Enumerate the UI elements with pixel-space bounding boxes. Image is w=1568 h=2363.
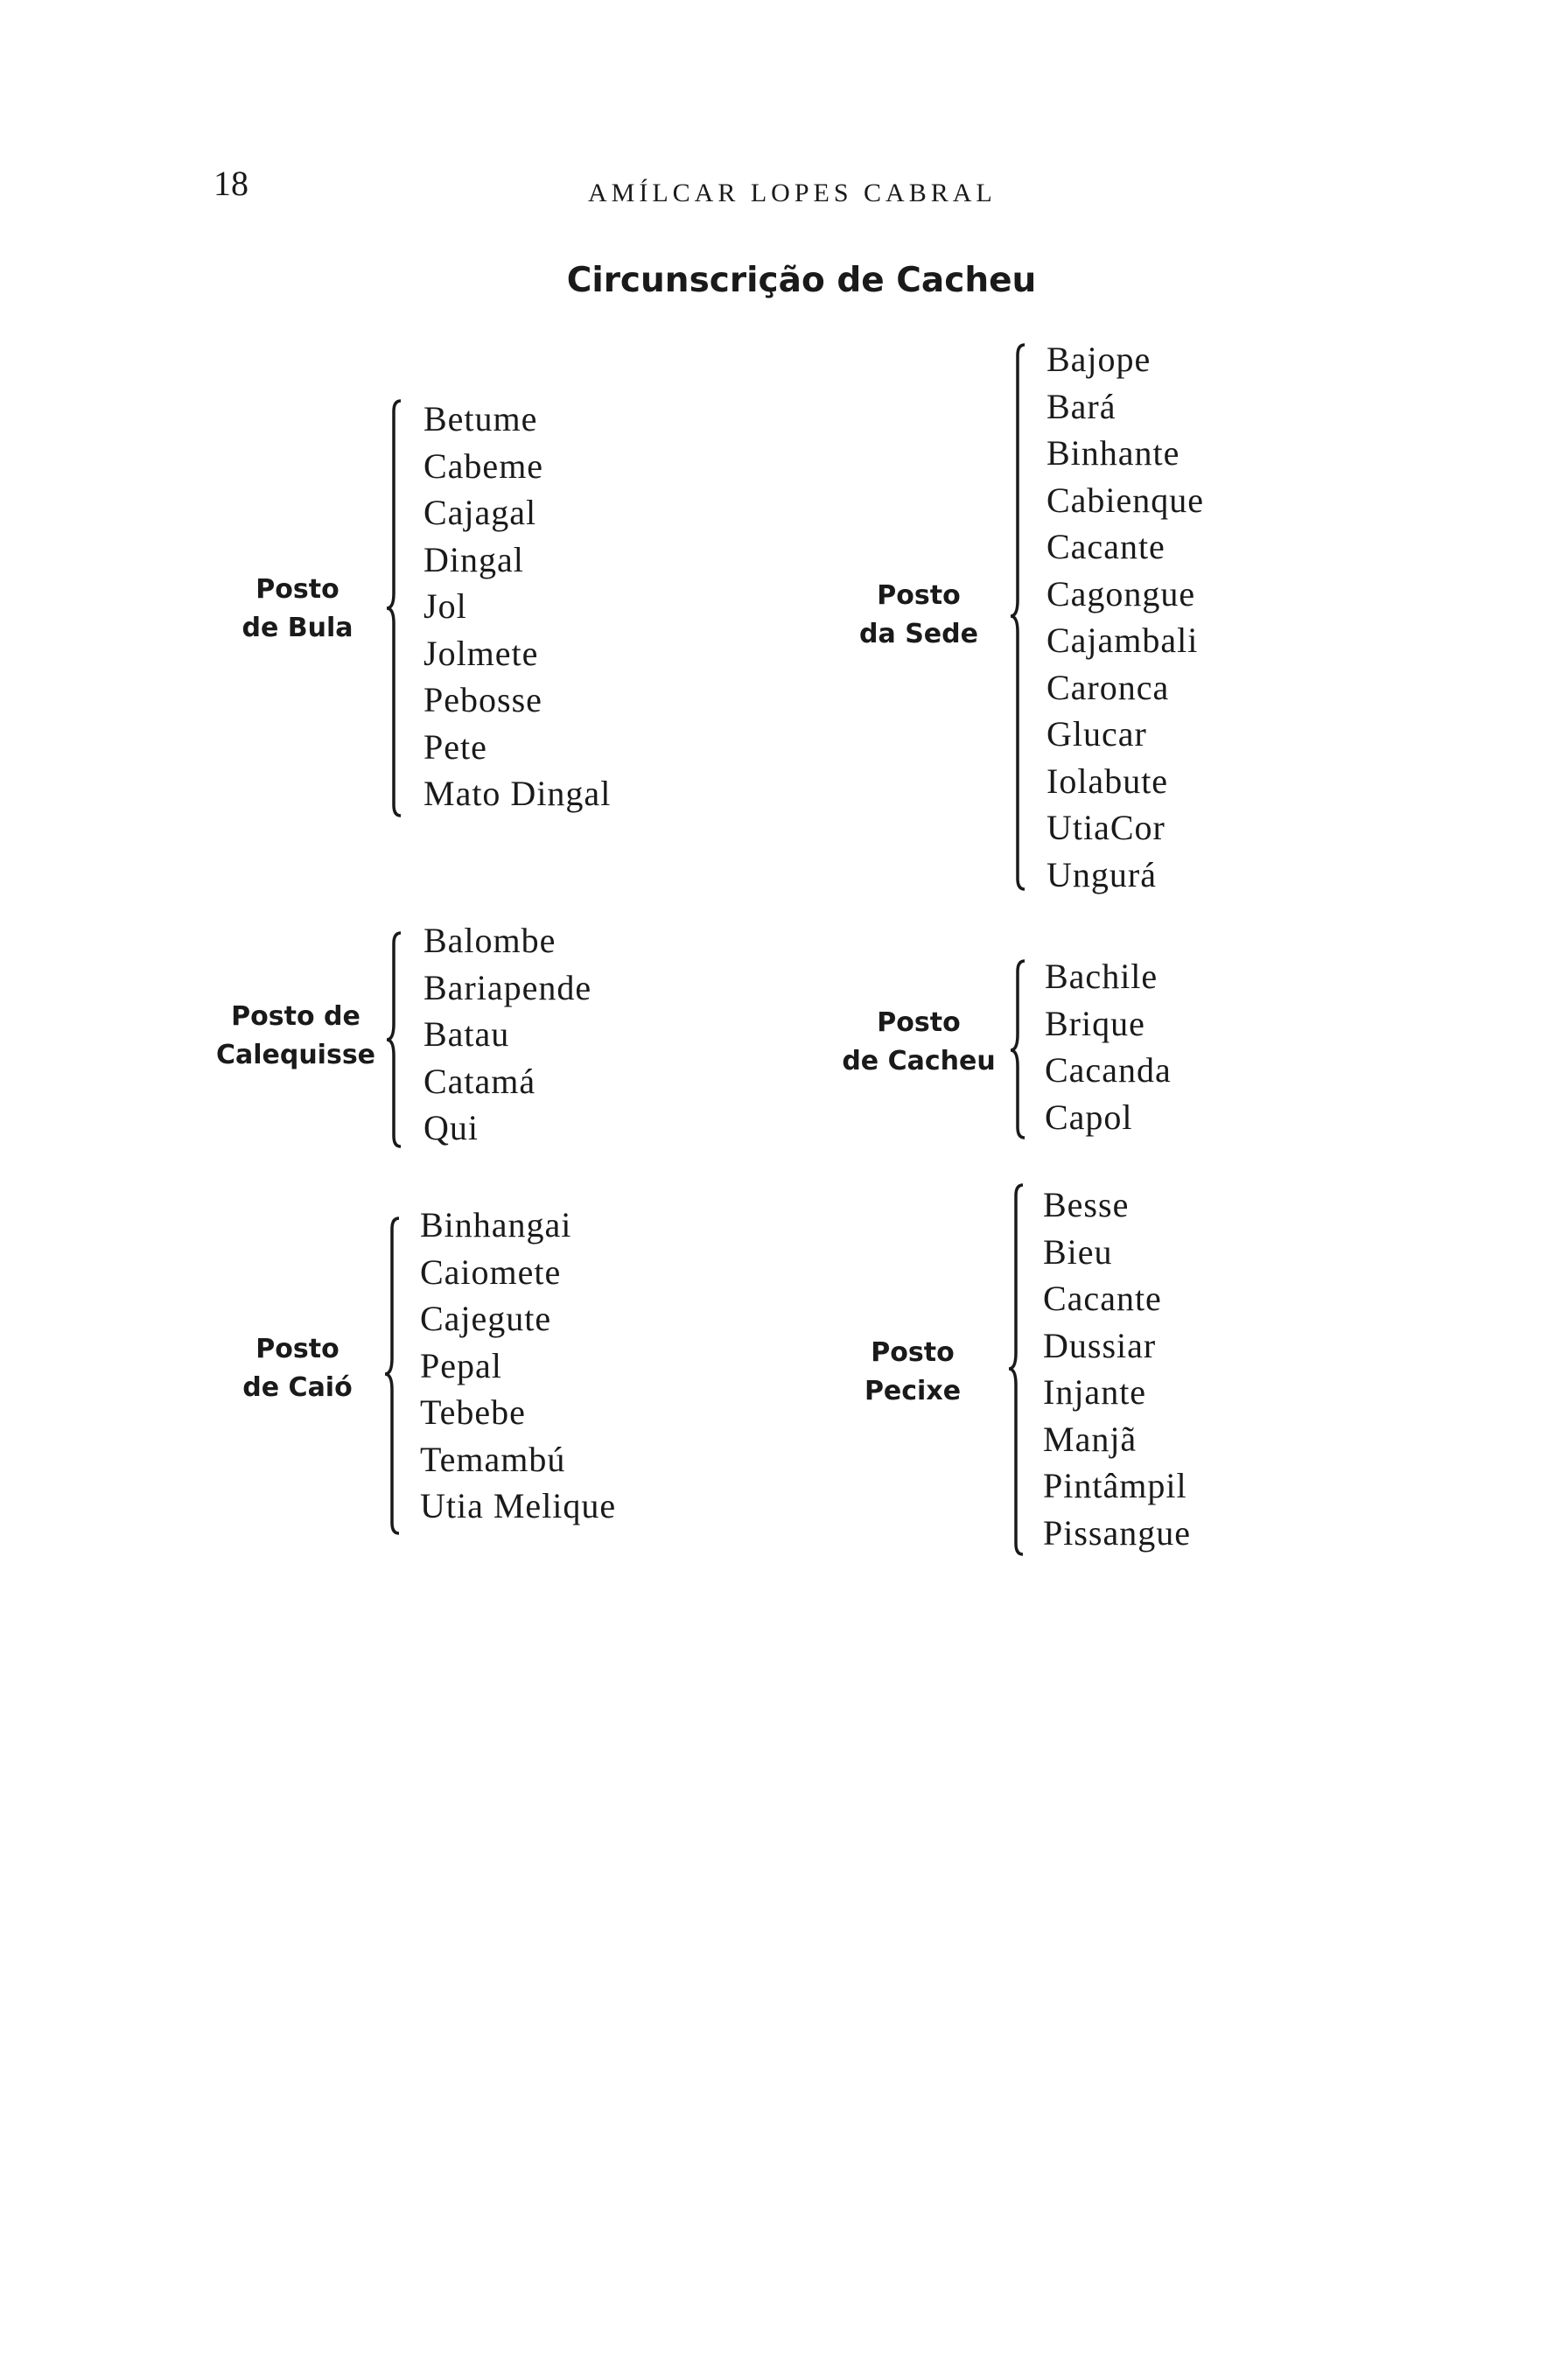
- list-item: Binhante: [1046, 433, 1180, 473]
- list-item: Jolmete: [424, 633, 539, 673]
- list-item: Bariapende: [424, 967, 592, 1007]
- group-label-line: Posto: [877, 1007, 961, 1038]
- list-item: Cabienque: [1046, 480, 1205, 520]
- list-item: Cajagal: [424, 493, 537, 532]
- list-item: Cacante: [1046, 527, 1166, 566]
- list-item: Cagongue: [1046, 573, 1196, 614]
- list-item: UtiaCor: [1046, 808, 1166, 847]
- village-list: [1045, 953, 1172, 1140]
- group-label-line: Posto: [256, 1334, 340, 1364]
- village-list: [420, 1202, 616, 1530]
- group-label-line: Posto: [871, 1337, 955, 1368]
- village-list: [1046, 336, 1204, 898]
- list-item: Pintâmpil: [1043, 1466, 1187, 1505]
- village-list: [424, 917, 592, 1152]
- list-item: Catamá: [424, 1061, 536, 1101]
- list-item: Bieu: [1043, 1231, 1113, 1272]
- group-label: [219, 571, 376, 648]
- list-item: Utia Melique: [420, 1486, 617, 1525]
- village-list: [424, 396, 611, 817]
- group-label: [827, 1004, 1011, 1081]
- list-item: Pissangue: [1043, 1512, 1191, 1553]
- list-item: Caiomete: [420, 1252, 562, 1292]
- list-item: Mato Dingal: [424, 774, 612, 813]
- list-item: Cajegute: [420, 1299, 552, 1338]
- list-item: Bajope: [1046, 340, 1152, 379]
- list-item: Qui: [424, 1108, 479, 1147]
- section-title: Circunscrição de Cacheu: [566, 261, 1037, 300]
- group-label-line: Calequisse: [215, 1040, 376, 1070]
- group-label-line: Posto: [877, 580, 961, 611]
- list-item: Brique: [1045, 1003, 1145, 1043]
- list-item: Binhangai: [420, 1205, 572, 1245]
- list-item: Capol: [1045, 1097, 1133, 1137]
- group-label-line: da Sede: [859, 619, 978, 649]
- list-item: Cacante: [1043, 1279, 1162, 1318]
- list-item: Pebosse: [424, 680, 542, 719]
- list-item: Jol: [424, 586, 467, 626]
- list-item: Dussiar: [1043, 1325, 1157, 1365]
- group-label-line: de Bula: [242, 613, 354, 643]
- list-item: Cajambali: [1046, 621, 1199, 660]
- list-item: Batau: [424, 1014, 510, 1054]
- group-label-line: Posto: [256, 574, 340, 605]
- list-item: Betume: [424, 399, 538, 438]
- list-item: Manjã: [1043, 1419, 1138, 1459]
- list-item: Injante: [1043, 1372, 1147, 1412]
- curly-brace-icon: [387, 394, 413, 823]
- list-item: Ungurá: [1046, 854, 1157, 894]
- list-item: Caronca: [1046, 667, 1170, 707]
- group-label: [206, 998, 385, 1075]
- group-label: [827, 577, 1011, 654]
- curly-brace-icon: [1011, 954, 1037, 1148]
- curly-brace-icon: [1009, 1178, 1035, 1563]
- list-item: Balombe: [424, 921, 556, 960]
- page-number: 18: [214, 164, 248, 203]
- list-item: Pepal: [420, 1345, 502, 1385]
- list-item: Iolabute: [1046, 761, 1169, 801]
- curly-brace-icon: [1011, 338, 1037, 898]
- group-label-line: de Cacheu: [842, 1046, 996, 1076]
- village-list: [1043, 1182, 1191, 1556]
- list-item: Besse: [1043, 1185, 1130, 1224]
- group-label-line: Posto de: [231, 1001, 360, 1032]
- list-item: Pete: [424, 726, 487, 767]
- group-label-line: Pecixe: [864, 1376, 962, 1406]
- list-item: Cacanda: [1045, 1050, 1172, 1090]
- list-item: Glucar: [1046, 714, 1147, 754]
- list-item: Dingal: [424, 539, 524, 579]
- list-item: Temambú: [420, 1439, 566, 1479]
- running-head: AMÍLCAR LOPES CABRAL: [588, 179, 997, 207]
- list-item: Bará: [1046, 386, 1116, 426]
- curly-brace-icon: [387, 926, 413, 1155]
- group-label: [219, 1330, 376, 1407]
- list-item: Tebebe: [420, 1392, 526, 1432]
- list-item: Cabeme: [424, 445, 544, 486]
- group-label: [827, 1334, 998, 1411]
- list-item: Bachile: [1045, 957, 1158, 996]
- curly-brace-icon: [385, 1211, 411, 1540]
- group-label-line: de Caió: [242, 1372, 353, 1403]
